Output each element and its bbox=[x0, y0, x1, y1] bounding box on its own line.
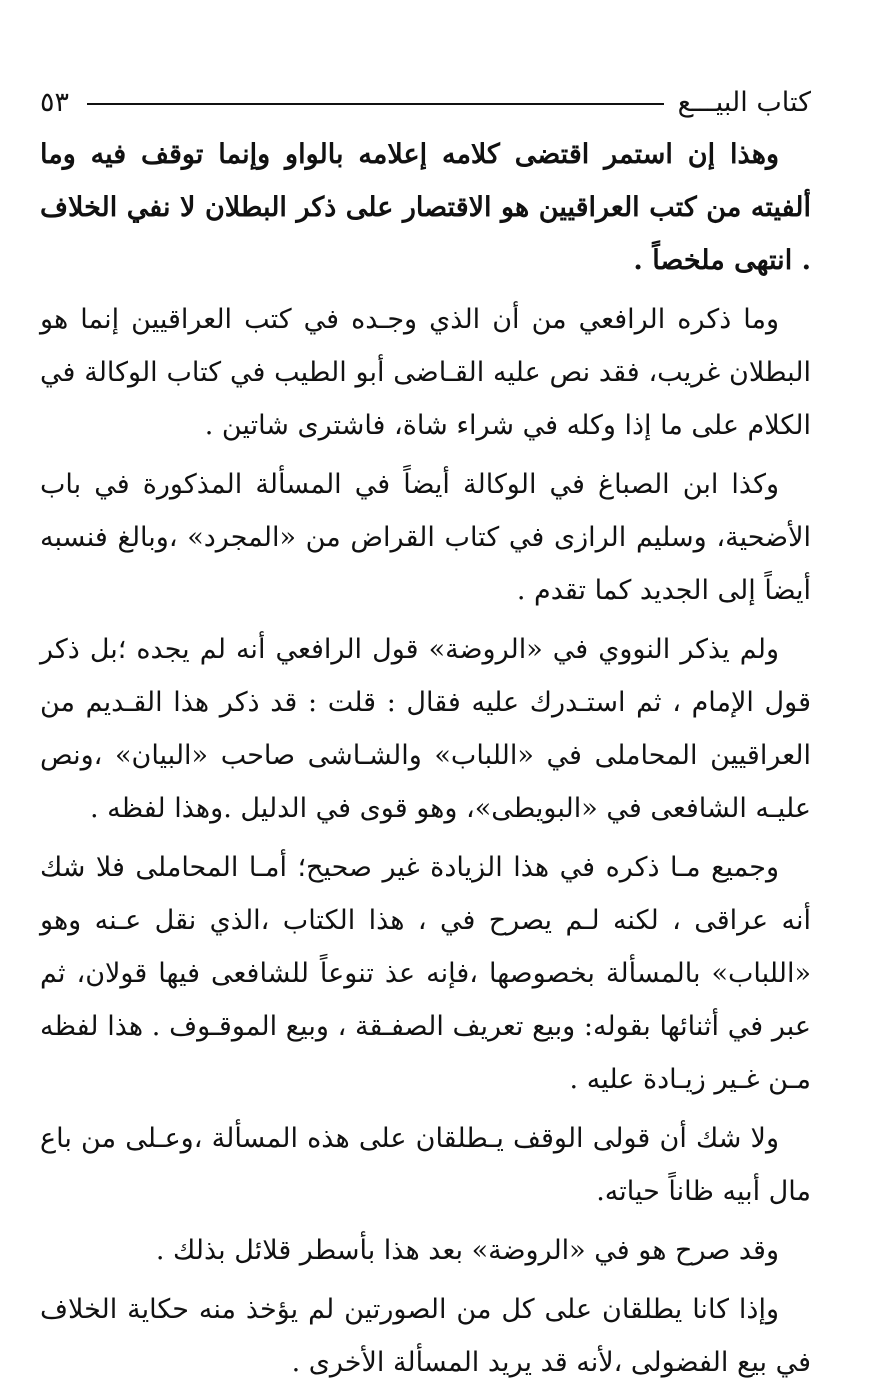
page-number: ٥٣ bbox=[40, 86, 70, 118]
paragraph-2: وما ذكره الرافعي من أن الذي وجـده في كتب العراقيين إنما هو البطلان غريب، فقد نص عليه القـاضى أبو الطيب في كتاب الوكالة في الكلام على ما إذا وكله في شراء شاة، فاشترى شاتين . bbox=[40, 304, 811, 441]
paragraph-4: ولم يذكر النووي في «الروضة» قول الرافعي أنه لم يجده ؛بل ذكر قول الإمام ، ثم استـدرك عليه فقال : قلت : قد ذكر هذا القـديم من العراقيين المحاملى في «اللباب» والشـاشى صاحب «البيان» ،ونص عليـه الشافعى في «البويطى»، وهو قوى في الدليل .وهذا لفظه . bbox=[40, 634, 811, 824]
header-rule bbox=[87, 103, 664, 105]
paragraph-6: ولا شك أن قولى الوقف يـطلقان على هذه المسألة ،وعـلى من باع مال أبيه ظاناً حياته. bbox=[40, 1123, 811, 1207]
chapter-title: كتاب البيـــع bbox=[677, 86, 811, 118]
paragraph-5: وجميع مـا ذكره في هذا الزيادة غير صحيح؛ أمـا المحاملى فلا شك أنه عراقى ، لكنه لـم يصرح في ، هذا الكتاب ،الذي نقل عـنه وهو «اللباب» بالمسألة بخصوصها ،فإنه عذ تنوعاً للشافعى فيها قولان، ثم عبر في أثنائها بقوله: وبيع تعريف الصفـقة ، وبيع الموقـوف . هذا لفظه مـن غـير زيـادة عليه . bbox=[40, 852, 811, 1095]
running-header bbox=[40, 80, 811, 124]
paragraph-1: وهذا إن استمر اقتضى كلامه إعلامه بالواو وإنما توقف فيه وما ألفيته من كتب العراقيين هو الاقتصار على ذكر البطلان لا نفي الخلاف . انتهى ملخصاً . bbox=[40, 139, 811, 276]
paragraph-8: وإذا كانا يطلقان على كل من الصورتين لم يؤخذ منه حكاية الخلاف في بيع الفضولى ،لأنه قد يريد المسألة الأخرى . bbox=[40, 1294, 811, 1378]
paragraph-3: وكذا ابن الصباغ في الوكالة أيضاً في المسألة المذكورة في باب الأضحية، وسليم الرازى في كتاب القراض من «المجرد» ،وبالغ فنسبه أيضاً إلى الجديد كما تقدم . bbox=[40, 469, 811, 606]
book-page bbox=[40, 80, 811, 1389]
paragraph-7: وقد صرح هو في «الروضة» بعد هذا بأسطر قلائل بذلك . bbox=[155, 1235, 779, 1266]
